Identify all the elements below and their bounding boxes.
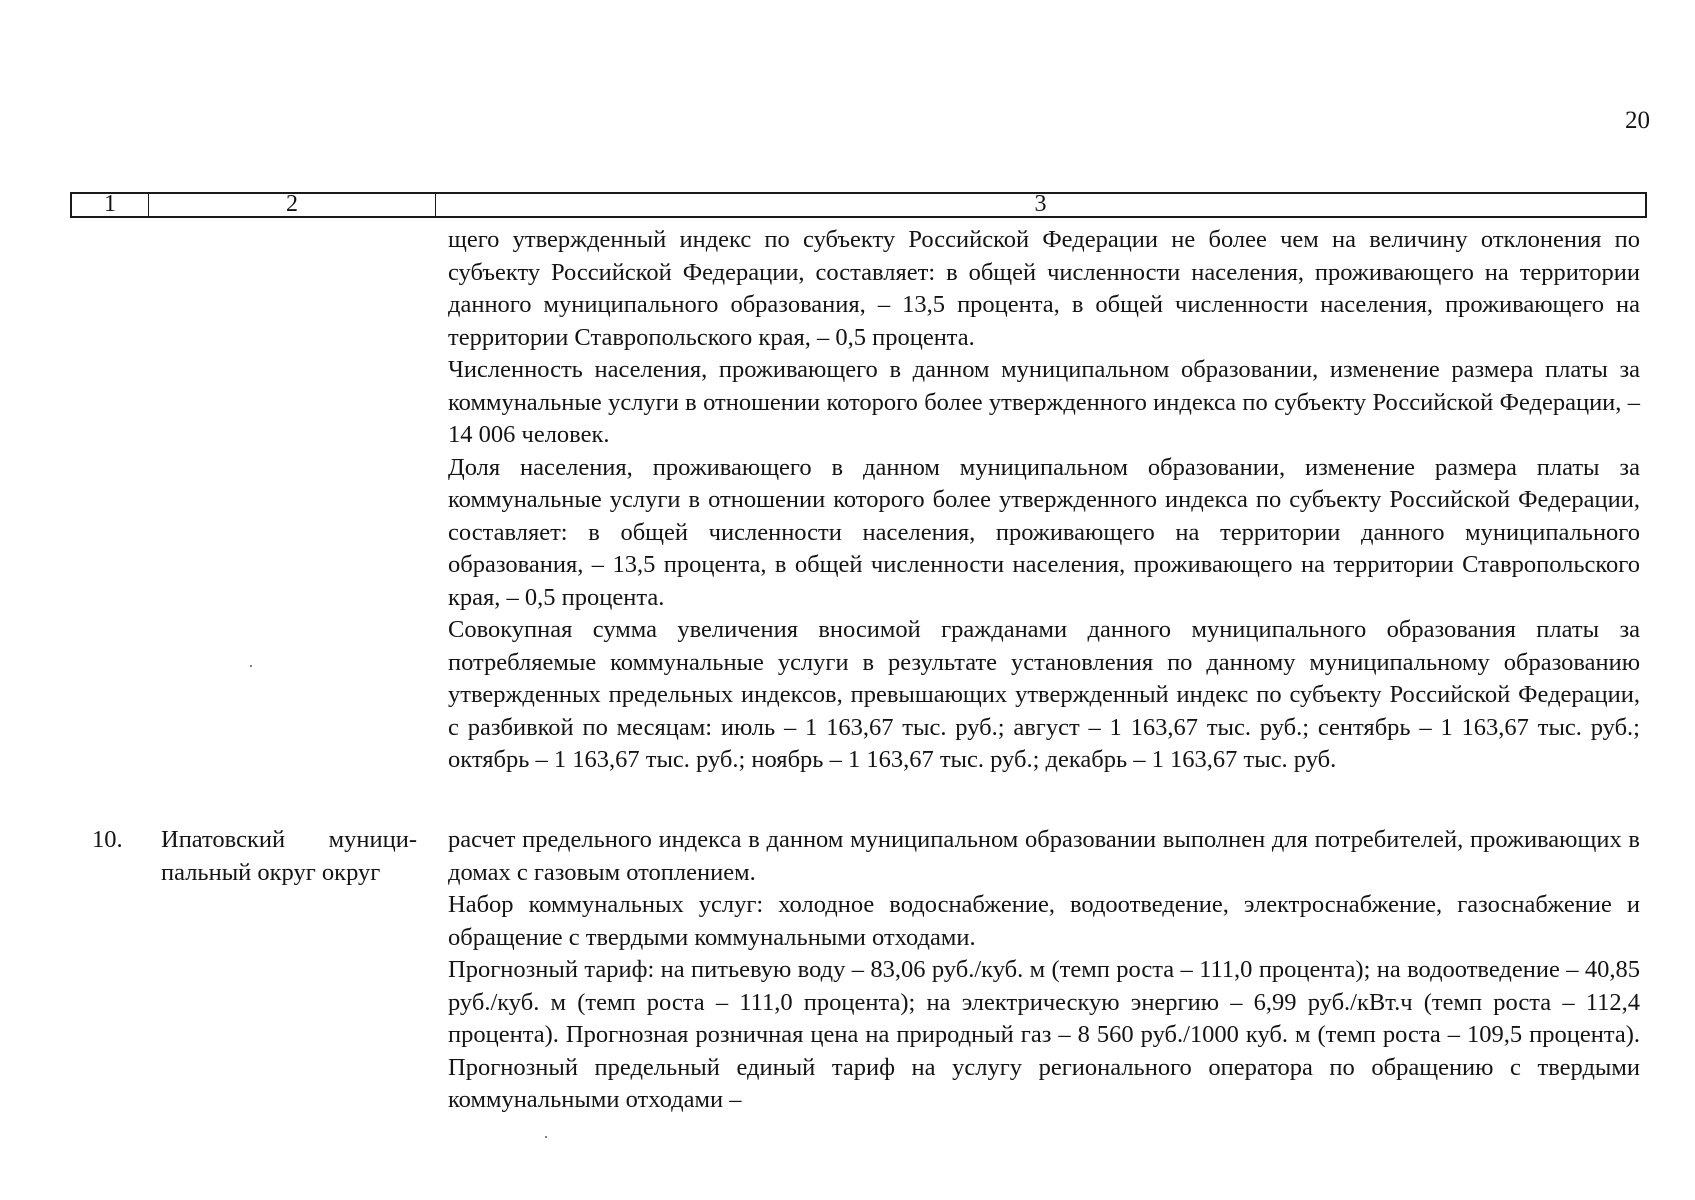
paragraph: Набор коммунальных услуг: холодное водоснабжение, водоотведение, электроснабжение, газоснабжение и обращение с твердыми коммунальными отходами. [448, 891, 1640, 951]
paragraph: Доля населения, проживающего в данном муниципальном образовании, изменение размера платы за коммунальные услуги в отношении которого более утвержденного индекса по субъекту Российской Федерации, составляет: в общей численности населения, проживающего на территории данного муниципального образования, – 13,5 процента, в общей численности населения, проживающего на территории Ставропольского края, – 0,5 процента. [448, 453, 1640, 611]
continued-row-text [448, 224, 1640, 777]
municipality-name-line: Ипатовский муници- [161, 826, 417, 853]
paragraph: щего утвержденный индекс по субъекту Российской Федерации не более чем на величину отклонения по субъекту Российской Федерации, составляет: в общей численности населения, проживающего на территории данного муниципального образования, – 13,5 процента, в общей численности населения, проживающего на территории Ставропольского края, – 0,5 процента. [448, 226, 1640, 351]
column-header-1: 1 [72, 194, 149, 216]
paragraph: Совокупная сумма увеличения вносимой гражданами данного муниципального образования платы за потребляемые коммунальные услуги в результате установления по данному муниципальному образованию утвержденных предельных индексов, превышающих утвержденный индекс по субъекту Российской Федерации, с разбивкой по месяцам: июль – 1 163,67 тыс. руб.; август – 1 163,67 тыс. руб.; сентябрь – 1 163,67 тыс. руб.; октябрь – 1 163,67 тыс. руб.; ноябрь – 1 163,67 тыс. руб.; декабрь – 1 163,67 тыс. руб. [448, 616, 1640, 773]
paragraph: расчет предельного индекса в данном муниципальном образовании выполнен для потребителей, проживающих в домах с газовым отоплением. [448, 826, 1640, 886]
paragraph: Численность населения, проживающего в данном муниципальном образовании, изменение размера платы за коммунальные услуги в отношении которого более утвержденного индекса по субъекту Российской Федерации, – 14 006 человек. [448, 356, 1640, 448]
municipality-name [161, 824, 417, 889]
row-number: 10. [92, 826, 123, 853]
table-header-row [70, 192, 1647, 218]
scan-speck [545, 1136, 547, 1138]
municipality-name-line: пальный округ округ [161, 858, 381, 886]
scan-speck [250, 665, 252, 667]
page-number: 20 [1625, 107, 1650, 134]
column-header-3: 3 [1034, 194, 1047, 216]
row-10-text [448, 824, 1640, 1117]
column-header-2: 2 [149, 194, 436, 216]
paragraph: Прогнозный тариф: на питьевую воду – 83,06 руб./куб. м (темп роста – 111,0 процента); на водоотведение – 40,85 руб./куб. м (темп роста – 111,0 процента); на электрическую энергию – 6,99 руб./кВт.ч (темп роста – 112,4 процента). Прогнозная розничная цена на природный газ – 8 560 руб./1000 куб. м (темп роста – 109,5 процента). Прогнозный предельный единый тариф на услугу регионального оператора по обращению с твердыми коммунальными отходами – [448, 956, 1640, 1113]
